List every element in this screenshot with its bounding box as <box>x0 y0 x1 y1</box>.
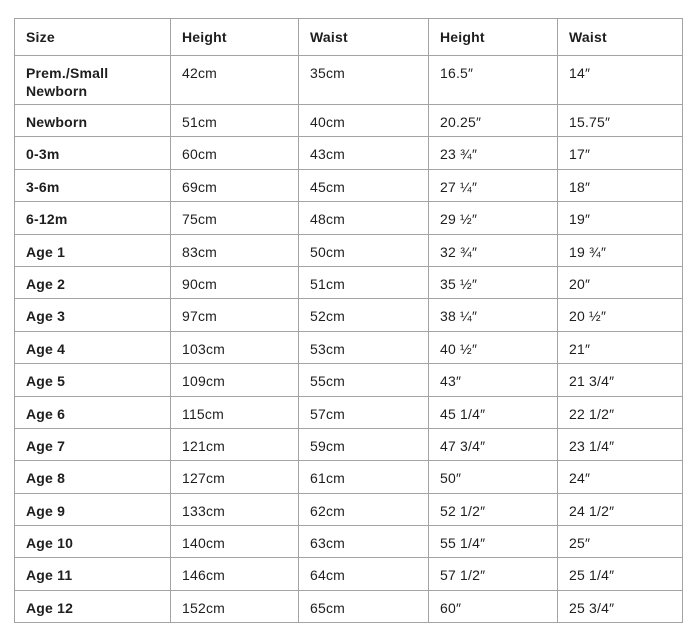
height-in-cell: 27 ¼″ <box>429 169 558 201</box>
header-row <box>15 19 683 56</box>
size-chart-table <box>14 18 683 623</box>
height-in-cell: 43″ <box>429 364 558 396</box>
size-cell: Prem./Small Newborn <box>15 56 171 105</box>
size-cell: Age 11 <box>15 558 171 590</box>
waist-in-cell: 17″ <box>558 137 683 169</box>
height-cm-cell: 103cm <box>171 331 299 363</box>
table-row <box>15 266 683 298</box>
waist-cm-cell: 43cm <box>299 137 429 169</box>
waist-cm-cell: 35cm <box>299 56 429 105</box>
waist-cm-cell: 40cm <box>299 105 429 137</box>
header-waist-in: Waist <box>558 19 683 56</box>
height-cm-cell: 69cm <box>171 169 299 201</box>
height-in-cell: 20.25″ <box>429 105 558 137</box>
table-row <box>15 493 683 525</box>
table-row <box>15 331 683 363</box>
size-chart-body <box>15 56 683 623</box>
height-cm-cell: 75cm <box>171 202 299 234</box>
height-in-cell: 60″ <box>429 590 558 622</box>
table-row <box>15 202 683 234</box>
table-row <box>15 428 683 460</box>
waist-in-cell: 23 1/4″ <box>558 428 683 460</box>
height-in-cell: 35 ½″ <box>429 266 558 298</box>
height-cm-cell: 127cm <box>171 461 299 493</box>
table-row <box>15 299 683 331</box>
height-in-cell: 40 ½″ <box>429 331 558 363</box>
waist-in-cell: 18″ <box>558 169 683 201</box>
height-cm-cell: 42cm <box>171 56 299 105</box>
size-cell: Age 3 <box>15 299 171 331</box>
height-cm-cell: 51cm <box>171 105 299 137</box>
table-row <box>15 364 683 396</box>
height-cm-cell: 60cm <box>171 137 299 169</box>
height-cm-cell: 133cm <box>171 493 299 525</box>
size-cell: Newborn <box>15 105 171 137</box>
waist-in-cell: 21 3/4″ <box>558 364 683 396</box>
waist-cm-cell: 51cm <box>299 266 429 298</box>
table-row <box>15 56 683 105</box>
height-cm-cell: 97cm <box>171 299 299 331</box>
waist-cm-cell: 65cm <box>299 590 429 622</box>
height-cm-cell: 146cm <box>171 558 299 590</box>
size-cell: Age 4 <box>15 331 171 363</box>
size-cell: 3-6m <box>15 169 171 201</box>
waist-in-cell: 24 1/2″ <box>558 493 683 525</box>
table-row <box>15 590 683 622</box>
waist-in-cell: 25 3/4″ <box>558 590 683 622</box>
size-cell: Age 8 <box>15 461 171 493</box>
size-chart-container <box>14 18 683 623</box>
height-in-cell: 16.5″ <box>429 56 558 105</box>
waist-cm-cell: 62cm <box>299 493 429 525</box>
size-cell: Age 5 <box>15 364 171 396</box>
table-row <box>15 105 683 137</box>
waist-cm-cell: 50cm <box>299 234 429 266</box>
height-cm-cell: 121cm <box>171 428 299 460</box>
height-in-cell: 38 ¼″ <box>429 299 558 331</box>
table-row <box>15 169 683 201</box>
waist-cm-cell: 55cm <box>299 364 429 396</box>
table-row <box>15 234 683 266</box>
size-cell: Age 12 <box>15 590 171 622</box>
size-cell: Age 1 <box>15 234 171 266</box>
waist-cm-cell: 53cm <box>299 331 429 363</box>
waist-in-cell: 14″ <box>558 56 683 105</box>
waist-in-cell: 25″ <box>558 526 683 558</box>
header-waist-cm: Waist <box>299 19 429 56</box>
waist-in-cell: 22 1/2″ <box>558 396 683 428</box>
waist-in-cell: 21″ <box>558 331 683 363</box>
waist-cm-cell: 52cm <box>299 299 429 331</box>
height-in-cell: 23 ¾″ <box>429 137 558 169</box>
height-in-cell: 45 1/4″ <box>429 396 558 428</box>
waist-in-cell: 19 ¾″ <box>558 234 683 266</box>
waist-cm-cell: 48cm <box>299 202 429 234</box>
height-in-cell: 50″ <box>429 461 558 493</box>
waist-cm-cell: 61cm <box>299 461 429 493</box>
height-in-cell: 52 1/2″ <box>429 493 558 525</box>
size-cell: 6-12m <box>15 202 171 234</box>
table-row <box>15 526 683 558</box>
waist-in-cell: 15.75″ <box>558 105 683 137</box>
height-cm-cell: 140cm <box>171 526 299 558</box>
size-cell: Age 7 <box>15 428 171 460</box>
table-header <box>15 19 683 56</box>
header-size: Size <box>15 19 171 56</box>
waist-in-cell: 25 1/4″ <box>558 558 683 590</box>
table-row <box>15 461 683 493</box>
size-cell: Age 2 <box>15 266 171 298</box>
height-in-cell: 57 1/2″ <box>429 558 558 590</box>
size-cell: Age 9 <box>15 493 171 525</box>
waist-in-cell: 19″ <box>558 202 683 234</box>
height-in-cell: 47 3/4″ <box>429 428 558 460</box>
size-cell: Age 6 <box>15 396 171 428</box>
waist-in-cell: 20″ <box>558 266 683 298</box>
size-cell: Age 10 <box>15 526 171 558</box>
waist-cm-cell: 59cm <box>299 428 429 460</box>
waist-cm-cell: 57cm <box>299 396 429 428</box>
table-row <box>15 558 683 590</box>
waist-cm-cell: 45cm <box>299 169 429 201</box>
height-cm-cell: 83cm <box>171 234 299 266</box>
height-in-cell: 32 ¾″ <box>429 234 558 266</box>
height-in-cell: 55 1/4″ <box>429 526 558 558</box>
table-row <box>15 396 683 428</box>
height-in-cell: 29 ½″ <box>429 202 558 234</box>
height-cm-cell: 152cm <box>171 590 299 622</box>
waist-cm-cell: 63cm <box>299 526 429 558</box>
waist-in-cell: 20 ½″ <box>558 299 683 331</box>
height-cm-cell: 115cm <box>171 396 299 428</box>
height-cm-cell: 90cm <box>171 266 299 298</box>
size-cell: 0-3m <box>15 137 171 169</box>
waist-cm-cell: 64cm <box>299 558 429 590</box>
header-height-cm: Height <box>171 19 299 56</box>
height-cm-cell: 109cm <box>171 364 299 396</box>
header-height-in: Height <box>429 19 558 56</box>
table-row <box>15 137 683 169</box>
waist-in-cell: 24″ <box>558 461 683 493</box>
